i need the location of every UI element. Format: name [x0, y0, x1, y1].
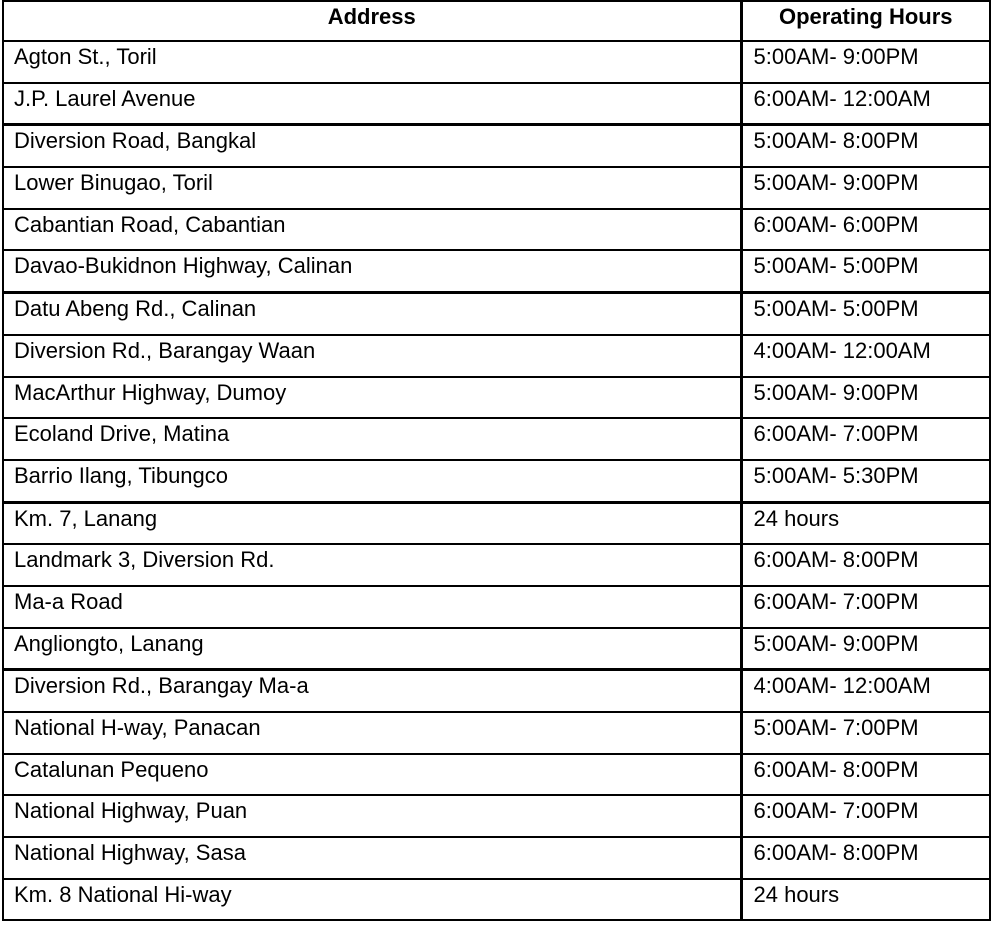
operating-hours-cell: 6:00AM- 8:00PM [741, 837, 990, 879]
address-cell: Landmark 3, Diversion Rd. [3, 544, 741, 586]
table-row [3, 125, 990, 167]
operating-hours-cell: 6:00AM- 7:00PM [741, 795, 990, 837]
address-cell: Barrio Ilang, Tibungco [3, 460, 741, 502]
address-column-header: Address [3, 1, 741, 41]
address-cell: Lower Binugao, Toril [3, 167, 741, 209]
operating-hours-cell: 6:00AM- 12:00AM [741, 83, 990, 125]
operating-hours-cell: 6:00AM- 7:00PM [741, 418, 990, 460]
operating-hours-cell: 4:00AM- 12:00AM [741, 335, 990, 377]
table-row [3, 83, 990, 125]
table-row [3, 250, 990, 292]
address-cell: Davao-Bukidnon Highway, Calinan [3, 250, 741, 292]
operating-hours-cell: 4:00AM- 12:00AM [741, 670, 990, 712]
operating-hours-cell: 5:00AM- 9:00PM [741, 167, 990, 209]
address-cell: Datu Abeng Rd., Calinan [3, 293, 741, 335]
address-cell: Agton St., Toril [3, 41, 741, 83]
table-row [3, 209, 990, 251]
operating-hours-cell: 6:00AM- 6:00PM [741, 209, 990, 251]
table-row [3, 754, 990, 796]
operating-hours-cell: 5:00AM- 9:00PM [741, 41, 990, 83]
table-row [3, 795, 990, 837]
table-row [3, 377, 990, 419]
address-cell: Diversion Rd., Barangay Ma-a [3, 670, 741, 712]
operating-hours-cell: 5:00AM- 5:30PM [741, 460, 990, 502]
table-row [3, 460, 990, 502]
table-row [3, 879, 990, 921]
address-cell: MacArthur Highway, Dumoy [3, 377, 741, 419]
address-cell: Catalunan Pequeno [3, 754, 741, 796]
operating-hours-cell: 5:00AM- 5:00PM [741, 250, 990, 292]
address-cell: Km. 7, Lanang [3, 502, 741, 544]
address-cell: Cabantian Road, Cabantian [3, 209, 741, 251]
table-row [3, 712, 990, 754]
address-cell: Diversion Rd., Barangay Waan [3, 335, 741, 377]
address-cell: National Highway, Sasa [3, 837, 741, 879]
operating-hours-cell: 5:00AM- 9:00PM [741, 628, 990, 670]
table-row [3, 586, 990, 628]
operating-hours-cell: 6:00AM- 8:00PM [741, 754, 990, 796]
operating-hours-cell: 6:00AM- 7:00PM [741, 586, 990, 628]
operating-hours-table [2, 0, 991, 921]
table-row [3, 502, 990, 544]
operating-hours-cell: 24 hours [741, 502, 990, 544]
operating-hours-cell: 5:00AM- 9:00PM [741, 377, 990, 419]
table-row [3, 837, 990, 879]
operating-hours-column-header: Operating Hours [741, 1, 990, 41]
operating-hours-cell: 5:00AM- 7:00PM [741, 712, 990, 754]
address-cell: Diversion Road, Bangkal [3, 125, 741, 167]
operating-hours-cell: 6:00AM- 8:00PM [741, 544, 990, 586]
address-cell: Angliongto, Lanang [3, 628, 741, 670]
table-row [3, 544, 990, 586]
table-row [3, 418, 990, 460]
table-row [3, 670, 990, 712]
table-row [3, 167, 990, 209]
address-cell: Ma-a Road [3, 586, 741, 628]
operating-hours-cell: 24 hours [741, 879, 990, 921]
table-row [3, 293, 990, 335]
address-cell: National Highway, Puan [3, 795, 741, 837]
address-cell: J.P. Laurel Avenue [3, 83, 741, 125]
address-cell: Ecoland Drive, Matina [3, 418, 741, 460]
table-row [3, 628, 990, 670]
operating-hours-cell: 5:00AM- 8:00PM [741, 125, 990, 167]
operating-hours-cell: 5:00AM- 5:00PM [741, 293, 990, 335]
table-row [3, 41, 990, 83]
table-row [3, 335, 990, 377]
table-header-row [3, 1, 990, 41]
address-cell: National H-way, Panacan [3, 712, 741, 754]
address-cell: Km. 8 National Hi-way [3, 879, 741, 921]
